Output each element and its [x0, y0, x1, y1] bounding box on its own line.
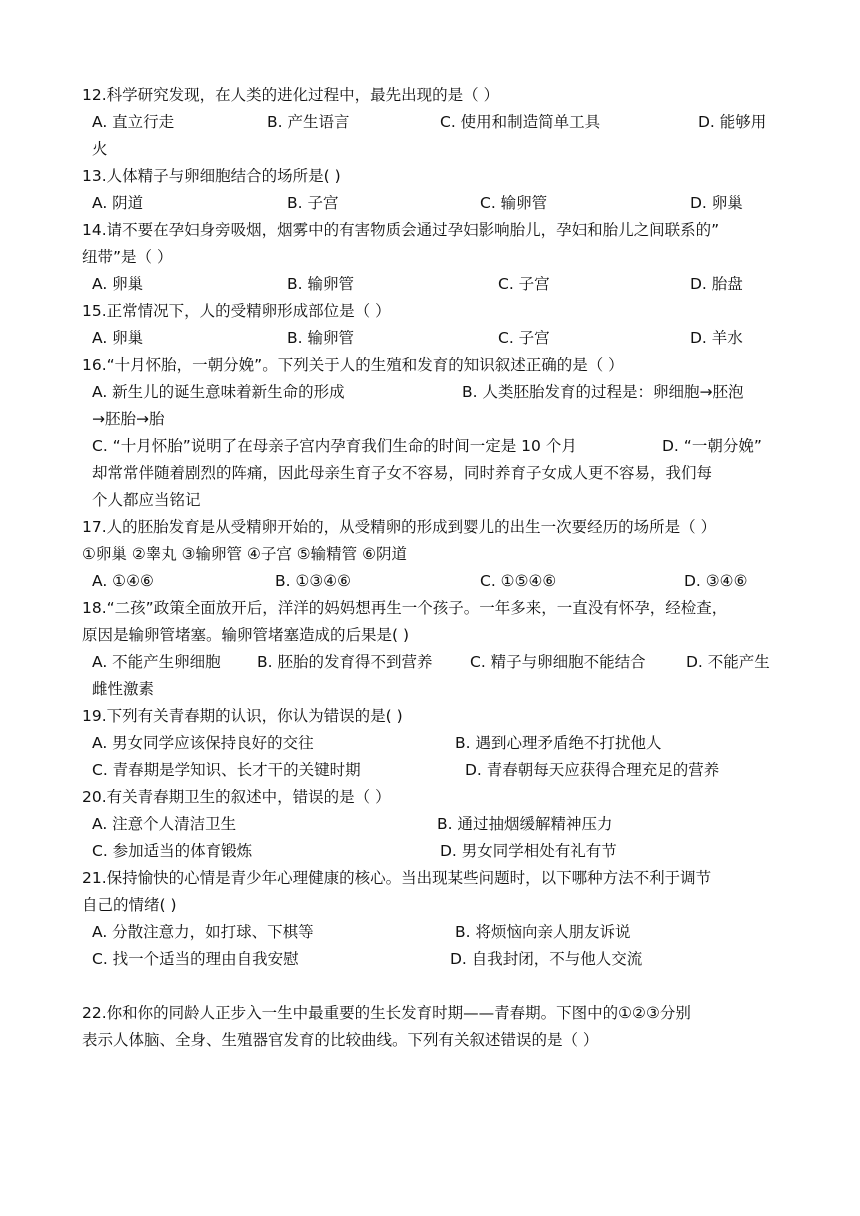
q14-option-c: C. 子宫 — [498, 275, 550, 293]
q14-option-d: D. 胎盘 — [690, 275, 743, 293]
q18-option-d: D. 不能产生 — [686, 653, 770, 671]
q14-stem-cont: 纽带”是（ ） — [82, 248, 173, 266]
q21-stem: 21.保持愉快的心情是青少年心理健康的核心。当出现某些问题时，以下哪种方法不利于调节 — [82, 869, 712, 887]
q16-option-d-cont2: 个人都应当铭记 — [92, 491, 201, 509]
q18-option-d-cont: 雌性激素 — [92, 680, 155, 698]
q13-option-d: D. 卵巢 — [690, 194, 743, 212]
q16-option-a: A. 新生儿的诞生意味着新生命的形成 — [92, 383, 345, 401]
q14-option-a: A. 卵巢 — [92, 275, 144, 293]
q17-options-line: ①卵巢 ②睾丸 ③输卵管 ④子宫 ⑤输精管 ⑥阴道 — [82, 545, 408, 563]
q16-option-d: D. “一朝分娩” — [662, 437, 762, 455]
q20-option-b: B. 通过抽烟缓解精神压力 — [437, 815, 613, 833]
q18-option-c: C. 精子与卵细胞不能结合 — [470, 653, 646, 671]
q18-option-b: B. 胚胎的发育得不到营养 — [257, 653, 433, 671]
q21-option-b: B. 将烦恼向亲人朋友诉说 — [455, 923, 631, 941]
q20-option-a: A. 注意个人清洁卫生 — [92, 815, 237, 833]
q17-option-a: A. ①④⑥ — [92, 572, 154, 590]
q18-stem: 18.“二孩”政策全面放开后，洋洋的妈妈想再生一个孩子。一年多来，一直没有怀孕，经检查， — [82, 599, 728, 617]
q15-option-d: D. 羊水 — [690, 329, 743, 347]
q19-option-b: B. 遇到心理矛盾绝不打扰他人 — [455, 734, 662, 752]
q13-option-c: C. 输卵管 — [480, 194, 548, 212]
q15-option-c: C. 子宫 — [498, 329, 550, 347]
q18-option-a: A. 不能产生卵细胞 — [92, 653, 221, 671]
q16-option-b: B. 人类胚胎发育的过程是：卵细胞→胚泡 — [462, 383, 744, 401]
q15-option-b: B. 输卵管 — [287, 329, 354, 347]
q21-option-d: D. 自我封闭，不与他人交流 — [450, 950, 643, 968]
q22-stem: 22.你和你的同龄人正步入一生中最重要的生长发育时期——青春期。下图中的①②③分别 — [82, 1004, 691, 1022]
q15-stem: 15.正常情况下，人的受精卵形成部位是（ ） — [82, 302, 391, 320]
q15-option-a: A. 卵巢 — [92, 329, 144, 347]
q13-option-b: B. 子宫 — [287, 194, 339, 212]
q16-stem: 16.“十月怀胎，一朝分娩”。下列关于人的生殖和发育的知识叙述正确的是（ ） — [82, 356, 624, 374]
q17-option-d: D. ③④⑥ — [684, 572, 748, 590]
q16-option-c: C. “十月怀胎”说明了在母亲子宫内孕育我们生命的时间一定是 10 个月 — [92, 437, 577, 455]
q21-option-a: A. 分散注意力，如打球、下棋等 — [92, 923, 314, 941]
q19-option-d: D. 青春朝每天应获得合理充足的营养 — [465, 761, 720, 779]
q22-stem-cont: 表示人体脑、全身、生殖器官发育的比较曲线。下列有关叙述错误的是（ ） — [82, 1031, 599, 1049]
q12-option-d-cont: 火 — [92, 140, 108, 158]
q16-option-b-cont: →胚胎→胎 — [92, 410, 165, 428]
q12-option-b: B. 产生语言 — [267, 113, 350, 131]
q13-option-a: A. 阴道 — [92, 194, 144, 212]
q14-stem: 14.请不要在孕妇身旁吸烟，烟雾中的有害物质会通过孕妇影响胎儿，孕妇和胎儿之间联系的” — [82, 221, 720, 239]
q20-option-c: C. 参加适当的体育锻炼 — [92, 842, 253, 860]
q17-stem: 17.人的胚胎发育是从受精卵开始的，从受精卵的形成到婴儿的出生一次要经历的场所是（ ） — [82, 518, 717, 536]
q19-option-c: C. 青春期是学知识、长才干的关键时期 — [92, 761, 361, 779]
q16-option-d-cont1: 却常常伴随着剧烈的阵痛，因此母亲生育子女不容易，同时养育子女成人更不容易，我们每 — [92, 464, 713, 482]
q12-stem: 12.科学研究发现，在人类的进化过程中，最先出现的是（ ） — [82, 86, 500, 104]
q12-option-c: C. 使用和制造简单工具 — [440, 113, 601, 131]
q14-option-b: B. 输卵管 — [287, 275, 354, 293]
q17-option-c: C. ①⑤④⑥ — [480, 572, 557, 590]
q20-stem: 20.有关青春期卫生的叙述中，错误的是（ ） — [82, 788, 391, 806]
q12-option-d: D. 能够用 — [698, 113, 767, 131]
q19-stem: 19.下列有关青春期的认识，你认为错误的是( ) — [82, 707, 403, 725]
q12-option-a: A. 直立行走 — [92, 113, 175, 131]
q20-option-d: D. 男女同学相处有礼有节 — [440, 842, 617, 860]
q19-option-a: A. 男女同学应该保持良好的交往 — [92, 734, 314, 752]
q13-stem: 13.人体精子与卵细胞结合的场所是( ) — [82, 167, 341, 185]
q17-option-b: B. ①③④⑥ — [275, 572, 352, 590]
q21-option-c: C. 找一个适当的理由自我安慰 — [92, 950, 299, 968]
q18-stem-cont: 原因是输卵管堵塞。输卵管堵塞造成的后果是( ) — [82, 626, 410, 644]
q21-stem-cont: 自己的情绪( ) — [82, 896, 177, 914]
